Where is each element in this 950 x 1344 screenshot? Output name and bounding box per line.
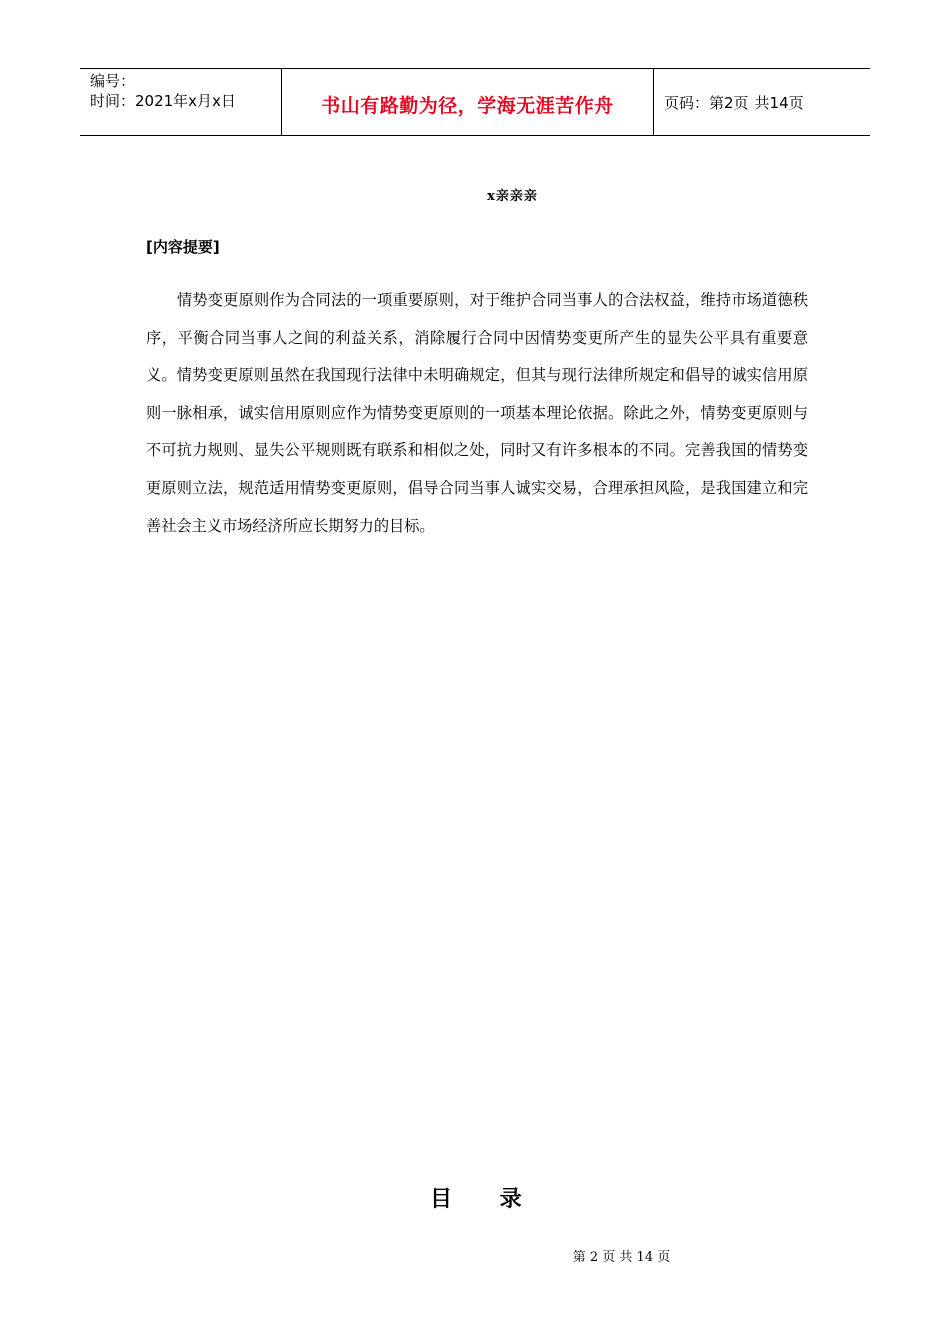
number-label: 编号：	[90, 72, 136, 90]
document-title: x亲亲亲	[487, 189, 538, 204]
header-meta	[80, 69, 281, 135]
page-footer: 第 2 页 共 14 页	[572, 1250, 671, 1265]
header-motto-cell	[281, 69, 654, 135]
abstract-paragraph: 情势变更原则作为合同法的一项重要原则，对于维护合同当事人的合法权益，维持市场道德秩序，平衡合同当事人之间的利益关系，消除履行合同中因情势变更所产生的显失公平具有重要意义。情势变更原则虽然在我国现行法律中未明确规定，但其与现行法律所规定和倡导的诚实信用原则一脉相承，诚实信用原则应作为情势变更原则的一项基本理论依据。除此之外，情势变更原则与不可抗力规则、显失公平规则既有联系和相似之处，同时又有许多根本的不同。完善我国的情势变更原则立法，规范适用情势变更原则，倡导合同当事人诚实交易，合理承担风险，是我国建立和完善社会主义市场经济所应长期努力的目标。	[146, 291, 808, 535]
toc-title: 目 录	[430, 1187, 522, 1212]
header-page-cell	[654, 69, 870, 135]
total-pages-label: 共14页	[754, 93, 804, 112]
time-label: 时间：2021年x月x日	[90, 92, 236, 110]
page-header	[80, 68, 870, 136]
abstract-heading: [内容提要]	[146, 238, 220, 256]
motto-text: 书山有路勤为径，学海无涯苦作舟	[321, 94, 614, 117]
page-label: 页码：第2页	[664, 93, 749, 112]
